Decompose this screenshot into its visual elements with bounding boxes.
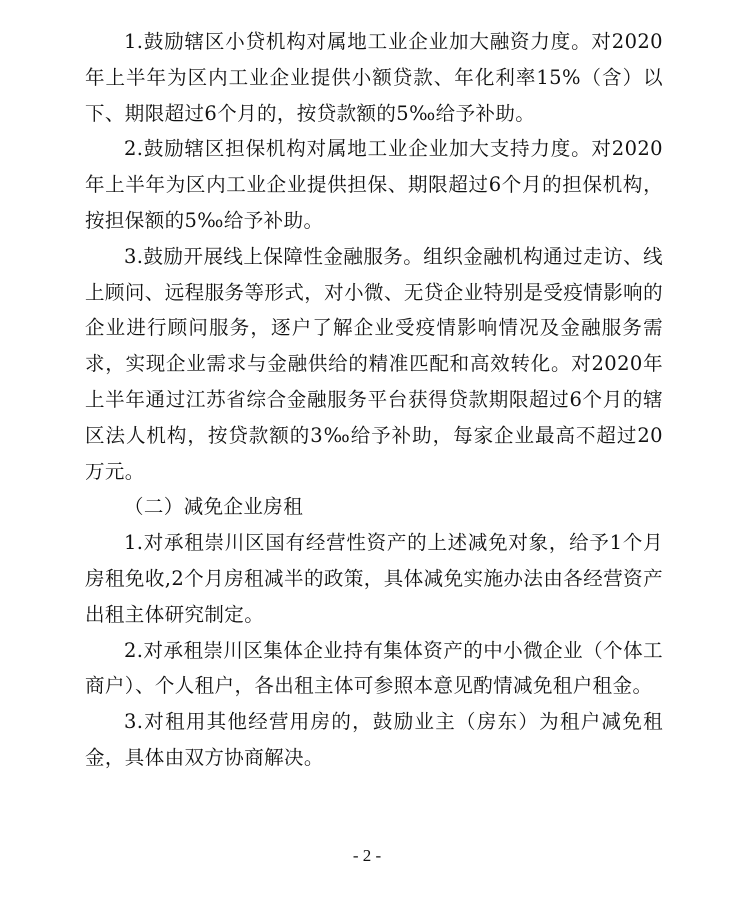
paragraph-state-asset-rent: 1.对承租崇川区国有经营性资产的上述减免对象，给予1个月房租免收,2个月房租减半的政策，具体减免实施办法由各经营资产出租主体研究制定。 (85, 531, 663, 626)
paragraph-collective-asset-rent: 2.对承租崇川区集体企业持有集体资产的中小微企业（个体工商户）、个人租户，各出租主体可参照本意见酌情减免租户租金。 (85, 638, 663, 698)
page-number: - 2 - (352, 846, 382, 865)
paragraph-guarantee-subsidy: 2.鼓励辖区担保机构对属地工业企业加大支持力度。对2020年上半年为区内工业企业提供担保、期限超过6个月的担保机构，按担保额的5‰给予补助。 (85, 137, 663, 232)
paragraph-other-premises-rent: 3.对租用其他经营用房的，鼓励业主（房东）为租户减免租金，具体由双方协商解决。 (85, 710, 663, 769)
document-body (85, 24, 663, 776)
paragraph-microloan-subsidy: 1.鼓励辖区小贷机构对属地工业企业加大融资力度。对2020年上半年为区内工业企业提供小额贷款、年化利率15%（含）以下、期限超过6个月的，按贷款额的5‰给予补助。 (85, 30, 663, 125)
paragraph-online-finance-service: 3.鼓励开展线上保障性金融服务。组织金融机构通过走访、线上顾问、远程服务等形式，对小微、无贷企业特别是受疫情影响的企业进行顾问服务，逐户了解企业受疫情影响情况及金融服务需求，实现企业需求与金融供给的精准匹配和高效转化。对2020年上半年通过江苏省综合金融服务平台获得贷款期限超过6个月的辖区法人机构，按贷款额的3‰给予补助，每家企业最高不超过20万元。 (85, 244, 663, 483)
section-heading: （二）减免企业房租 (124, 495, 304, 519)
